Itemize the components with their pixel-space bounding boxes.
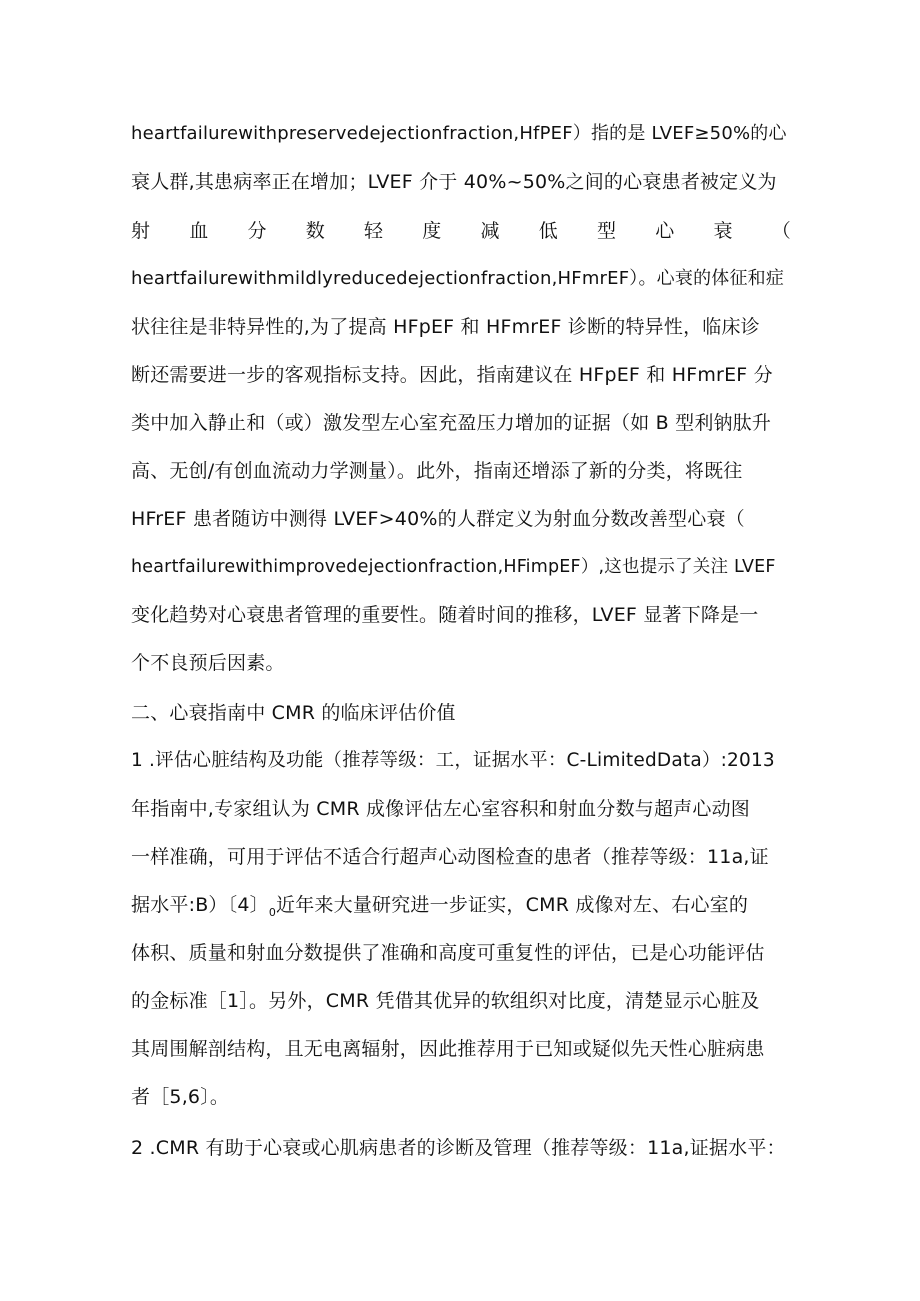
text-line: heartfailurewithpreservedejectionfraction,HfPEF）指的是 LVEF≥50%的心 (131, 123, 787, 144)
spaced-char: 轻 (364, 220, 384, 242)
spaced-char: 型 (597, 220, 617, 242)
text-line: 1 .评估心脏结构及功能（推荐等级：工，证据水平：C-LimitedData）:2013 (131, 750, 775, 771)
text-line: 一样准确，可用于评估不适合行超声心动图检查的患者（推荐等级：11a,证 (131, 846, 769, 868)
section-heading: 二、心衰指南中 CMR 的临床评估价值 (131, 702, 456, 724)
text-line-spaced (131, 217, 791, 245)
ref-line-after: 近年来大量研究进一步证实，CMR 成像对左、右心室的 (276, 894, 749, 916)
spaced-char: 度 (422, 220, 442, 242)
spaced-char: 分 (247, 220, 267, 242)
text-line: 的金标准［1］。另外，CMR 凭借其优异的软组织对比度，清楚显示心脏及 (131, 990, 760, 1012)
text-line: 年指南中,专家组认为 CMR 成像评估左心室容积和射血分数与超声心动图 (131, 798, 750, 820)
spaced-char: 减 (480, 220, 500, 242)
ref-line-subscript: 0 (268, 905, 277, 919)
text-line: 其周围解剖结构，且无电离辐射，因此推荐用于已知或疑似先天性心脏病患 (131, 1038, 765, 1060)
text-line: 状往往是非特异性的,为了提高 HFpEF 和 HFmrEF 诊断的特异性，临床诊 (131, 316, 760, 338)
spaced-char: 衰 (713, 220, 733, 242)
text-line: heartfailurewithmildlyreducedejectionfraction,HFmrEF）。心衰的体征和症 (131, 268, 785, 289)
spaced-char: 低 (538, 220, 558, 242)
text-line: heartfailurewithimprovedejectionfraction,HFimpEF）,这也提示了关注 LVEF (131, 557, 776, 577)
text-line: 变化趋势对心衰患者管理的重要性。随着时间的推移，LVEF 显著下降是一 (131, 604, 759, 626)
spaced-char: （ (771, 220, 791, 242)
spaced-char: 血 (189, 220, 209, 242)
text-line: 个不良预后因素。 (131, 652, 285, 674)
text-line: HFrEF 患者随访中测得 LVEF>40%的人群定义为射血分数改善型心衰（ (131, 508, 745, 530)
ref-line-before: 据水平:B）〔4〕 (131, 894, 269, 916)
text-line: 体积、质量和射血分数提供了准确和高度可重复性的评估，已是心功能评估 (131, 942, 765, 964)
spaced-char: 射 (131, 220, 151, 242)
spaced-char: 数 (305, 220, 325, 242)
text-line: 类中加入静止和（或）激发型左心室充盈压力增加的证据（如 B 型利钠肽升 (131, 412, 772, 434)
text-line: 断还需要进一步的客观指标支持。因此，指南建议在 HFpEF 和 HFmrEF 分 (131, 364, 773, 386)
spaced-char: 心 (655, 220, 675, 242)
text-line: 2 .CMR 有助于心衰或心肌病患者的诊断及管理（推荐等级：11a,证据水平： (131, 1137, 786, 1159)
text-line: 者［5,6〕。 (131, 1086, 230, 1108)
text-line: 衰人群,其患病率正在增加；LVEF 介于 40%~50%之间的心衰患者被定义为 (131, 171, 777, 193)
text-line-with-reference (131, 891, 791, 927)
text-line: 高、无创/有创血流动力学测量）。此外，指南还增添了新的分类，将既往 (131, 460, 743, 482)
